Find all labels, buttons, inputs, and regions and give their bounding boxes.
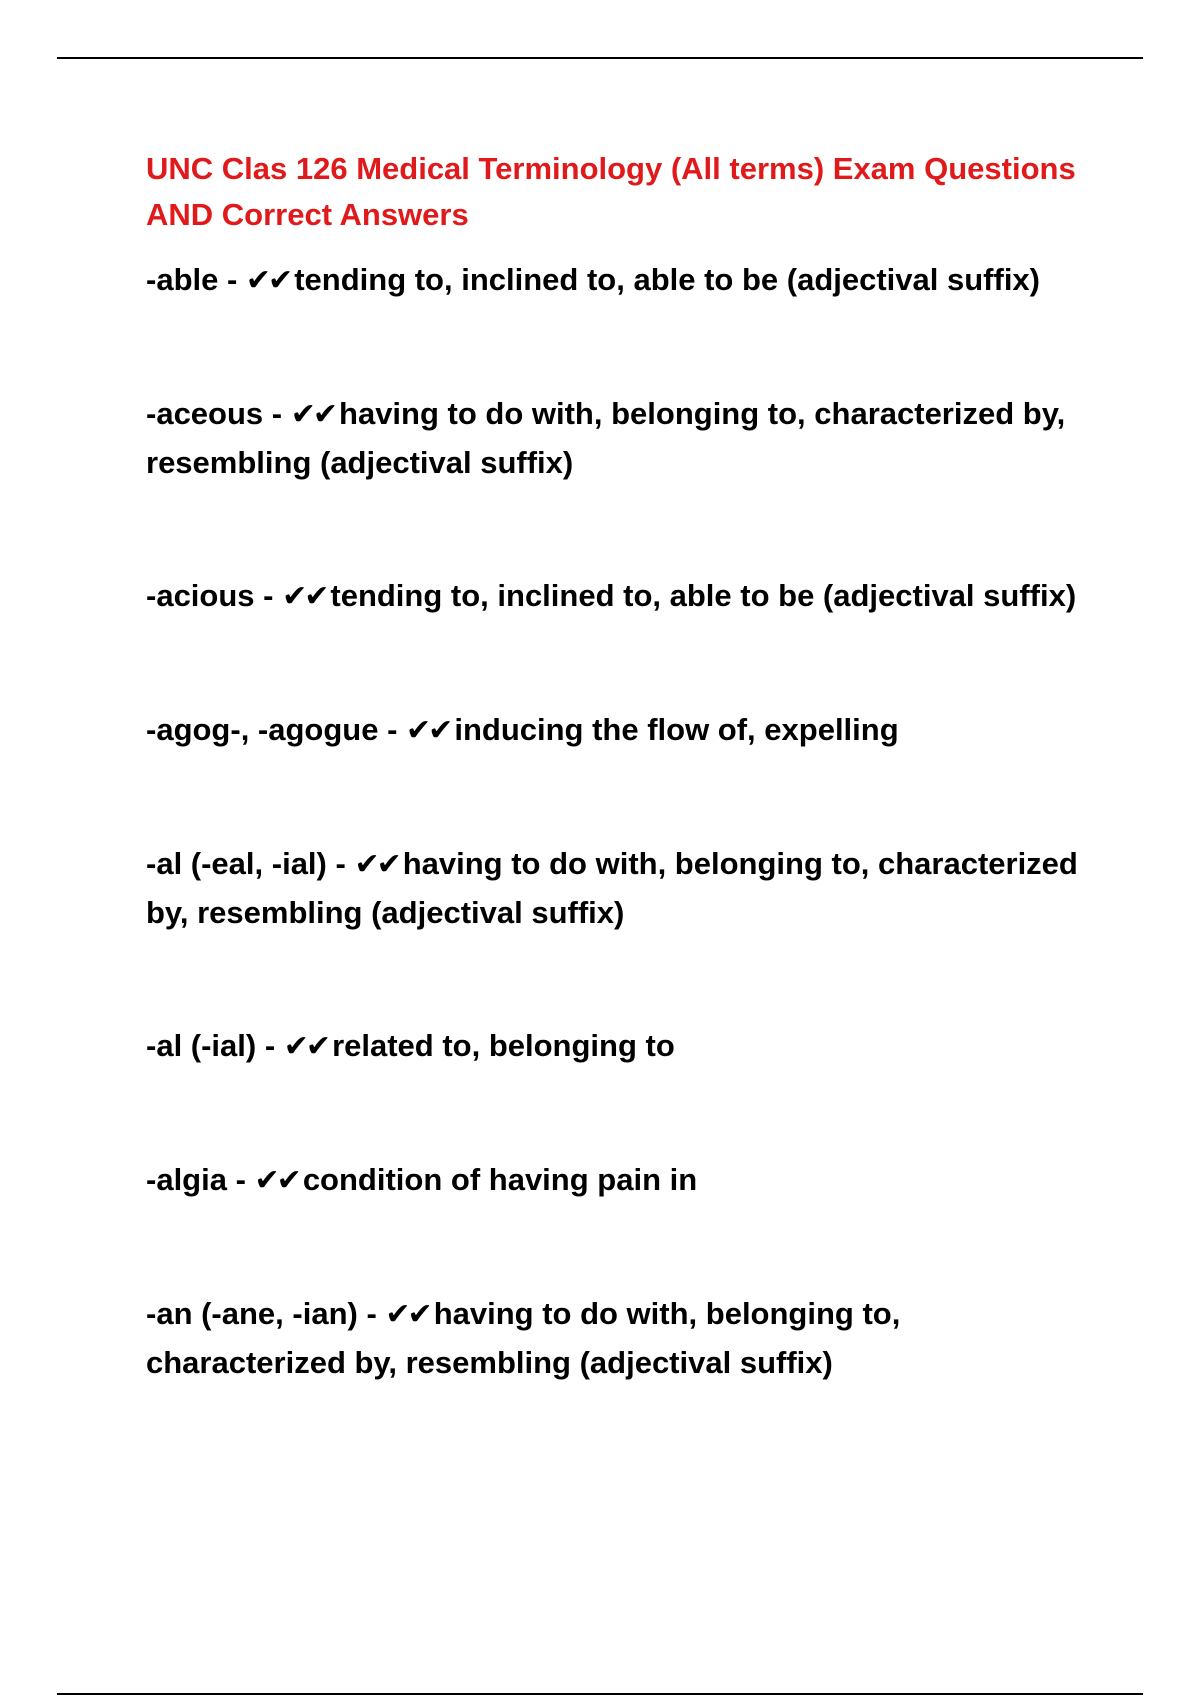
separator: - [263,396,291,431]
separator: - [357,1296,386,1331]
double-check-icon: ✔✔ [290,397,336,432]
double-check-icon: ✔✔ [282,579,327,614]
definition: having to do with, belonging to, characterized by, resembling (adjectival suffix) [146,396,1066,480]
definition: tending to, inclined to, able to be (adjectival suffix) [294,262,1040,297]
term-list [146,256,1106,1387]
document-title: UNC Clas 126 Medical Terminology (All terms) Exam Questions AND Correct Answers [146,151,1076,232]
separator: - [378,712,407,747]
double-check-icon: ✔✔ [254,1163,299,1198]
term: -algia [146,1162,227,1197]
term: -agog-, -agogue [146,712,379,747]
footer-rule [57,1693,1143,1695]
definition: having to do with, belonging to, characterized by, resembling (adjectival suffix) [146,1296,901,1380]
definition: having to do with, belonging to, characterized by, resembling (adjectival suffix) [146,846,1078,930]
term-entry [146,1022,1106,1071]
double-check-icon: ✔✔ [385,1297,430,1332]
term-entry [146,1156,1106,1205]
header-rule [57,57,1143,59]
definition: condition of having pain in [302,1162,698,1197]
term-entry [146,840,1106,937]
term: -able [146,262,219,297]
double-check-icon: ✔✔ [354,847,399,882]
term: -acious [146,578,255,613]
double-check-icon: ✔✔ [406,713,451,748]
definition: tending to, inclined to, able to be (adjectival suffix) [330,578,1077,613]
term-entry [146,572,1106,621]
definition: inducing the flow of, expelling [454,712,899,747]
separator: - [226,1162,255,1197]
term-entry [146,1290,1106,1387]
document-body [146,146,1106,1472]
double-check-icon: ✔✔ [283,1029,329,1064]
term-entry [146,706,1106,755]
term-entry [146,390,1106,487]
double-check-icon: ✔✔ [245,263,291,298]
definition: related to, belonging to [332,1028,675,1063]
term: -al (-eal, -ial) [146,846,327,881]
term: -al (-ial) [146,1028,257,1063]
term: -aceous [146,396,264,431]
separator: - [256,1028,284,1063]
term-entry [146,256,1106,305]
separator: - [326,846,355,881]
separator: - [218,262,246,297]
term: -an (-ane, -ian) [146,1296,358,1331]
separator: - [254,578,283,613]
